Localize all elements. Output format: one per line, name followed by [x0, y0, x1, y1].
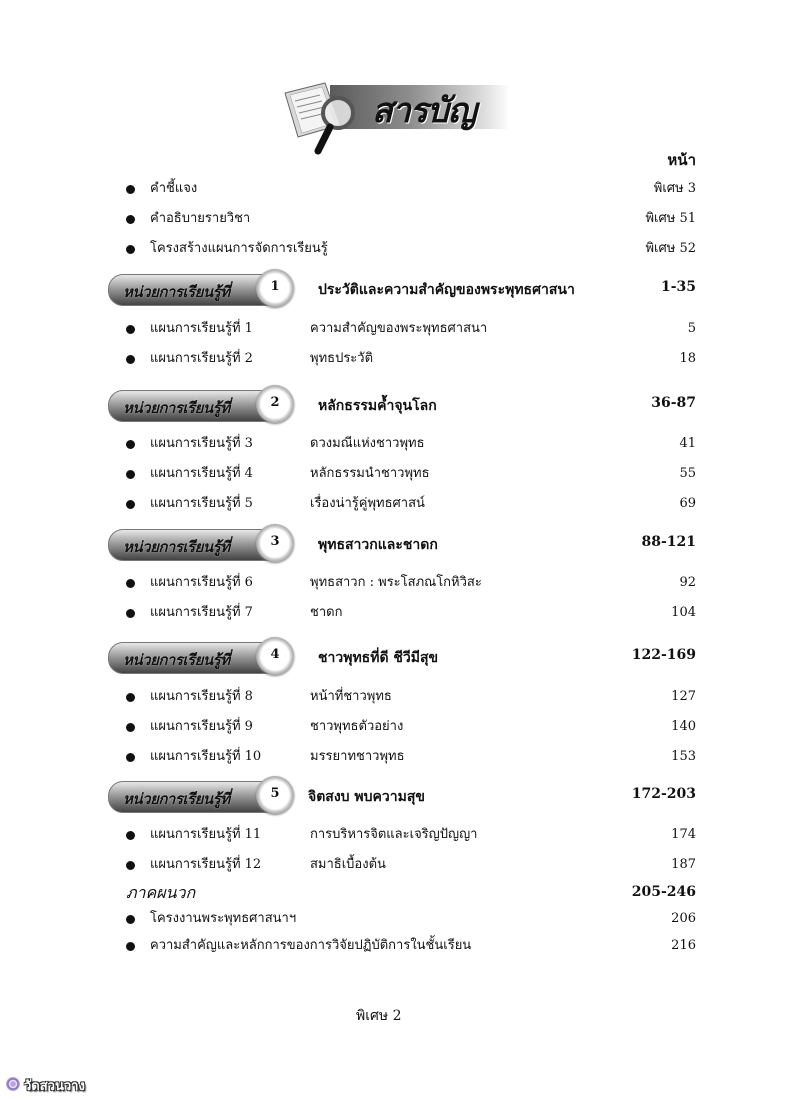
- unit-page-range: 88-121: [641, 534, 696, 550]
- plan-entry[interactable]: [126, 433, 696, 455]
- plan-topic: หน้าที่ชาวพุทธ: [310, 689, 392, 704]
- plan-topic: ชาดก: [310, 605, 343, 620]
- plan-entry[interactable]: [126, 854, 696, 876]
- plan-label: แผนการเรียนรู้ที่ 9: [150, 719, 253, 734]
- unit-title: ประวัติและความสำคัญของพระพุทธศาสนา: [318, 282, 575, 298]
- plan-topic: พุทธประวัติ: [310, 351, 374, 366]
- plan-entry[interactable]: [126, 572, 696, 594]
- footer-page-number: พิเศษ 2: [356, 1008, 402, 1024]
- plan-topic: ความสำคัญของพระพุทธศาสนา: [310, 321, 488, 336]
- appendix-entry[interactable]: [126, 908, 696, 930]
- plan-topic: สมาธิเบื้องต้น: [310, 857, 386, 872]
- unit-header[interactable]: [108, 637, 696, 679]
- unit-title: พุทธสาวกและชาดก: [318, 537, 438, 553]
- plan-label: แผนการเรียนรู้ที่ 1: [150, 321, 253, 336]
- plan-page: 92: [679, 575, 696, 590]
- bullet-icon: [126, 915, 135, 924]
- plan-entry[interactable]: [126, 463, 696, 485]
- entry-label: โครงงานพระพุทธศาสนาฯ: [150, 911, 297, 926]
- unit-number: 1: [270, 279, 280, 294]
- plan-label: แผนการเรียนรู้ที่ 4: [150, 466, 253, 481]
- plan-label: แผนการเรียนรู้ที่ 7: [150, 605, 253, 620]
- plan-entry[interactable]: [126, 824, 696, 846]
- unit-header[interactable]: [108, 385, 696, 427]
- unit-title: ชาวพุทธที่ดี ชีวีมีสุข: [318, 650, 439, 666]
- plan-page: 5: [687, 321, 696, 336]
- plan-entry[interactable]: [126, 716, 696, 738]
- unit-page-range: 172-203: [631, 786, 696, 802]
- plan-topic: ดวงมณีแห่งชาวพุทธ: [310, 436, 425, 451]
- plan-label: แผนการเรียนรู้ที่ 11: [150, 827, 262, 842]
- unit-label: หน่วยการเรียนรู้ที่: [123, 651, 230, 669]
- bullet-icon: [126, 579, 135, 588]
- plan-entry[interactable]: [126, 746, 696, 768]
- entry-label: ความสำคัญและหลักการของการวิจัยปฏิบัติการในชั้นเรียน: [150, 938, 472, 953]
- bullet-icon: [126, 355, 135, 364]
- bullet-icon: [126, 245, 135, 254]
- unit-number: 5: [270, 786, 280, 801]
- entry-page: พิเศษ 51: [645, 211, 696, 226]
- plan-page: 104: [671, 605, 696, 620]
- book-magnifier-icon: [280, 75, 370, 155]
- entry-page: พิเศษ 3: [653, 181, 696, 196]
- unit-number: 3: [270, 534, 280, 549]
- unit-title: จิตสงบ พบความสุข: [308, 789, 425, 805]
- bullet-icon: [126, 861, 135, 870]
- bullet-icon: [126, 215, 135, 224]
- entry-label: คำชี้แจง: [150, 181, 198, 196]
- page-column-header: หน้า: [667, 151, 696, 169]
- unit-number-badge: [256, 637, 294, 675]
- entry-label: โครงสร้างแผนการจัดการเรียนรู้: [150, 241, 328, 256]
- unit-header[interactable]: [108, 524, 696, 566]
- toc-entry[interactable]: [126, 208, 696, 230]
- unit-number-badge: [256, 385, 294, 423]
- bullet-icon: [126, 693, 135, 702]
- plan-label: แผนการเรียนรู้ที่ 3: [150, 436, 253, 451]
- toc-title: สารบัญ: [372, 91, 476, 131]
- watermark-text: วัดสวนวาง: [24, 1079, 85, 1094]
- unit-label: หน่วยการเรียนรู้ที่: [123, 399, 230, 417]
- unit-number-badge: [256, 776, 294, 814]
- plan-page: 69: [679, 496, 696, 511]
- unit-label: หน่วยการเรียนรู้ที่: [123, 283, 230, 301]
- plan-entry[interactable]: [126, 493, 696, 515]
- appendix-page-range: 205-246: [631, 884, 696, 900]
- bullet-icon: [126, 325, 135, 334]
- entry-label: คำอธิบายรายวิชา: [150, 211, 251, 226]
- appendix-title: ภาคผนวก: [126, 883, 196, 902]
- plan-topic: การบริหารจิตและเจริญปัญญา: [310, 827, 478, 842]
- toc-entry[interactable]: [126, 238, 696, 260]
- unit-number-badge: [256, 524, 294, 562]
- plan-page: 187: [671, 857, 696, 872]
- plan-page: 174: [671, 827, 696, 842]
- unit-title: หลักธรรมค้ำจุนโลก: [318, 398, 437, 414]
- unit-header[interactable]: [108, 776, 696, 818]
- plan-page: 153: [671, 749, 696, 764]
- plan-page: 55: [679, 466, 696, 481]
- plan-entry[interactable]: [126, 686, 696, 708]
- plan-label: แผนการเรียนรู้ที่ 5: [150, 496, 253, 511]
- unit-number: 4: [270, 647, 280, 662]
- unit-header[interactable]: [108, 269, 696, 311]
- plan-page: 41: [679, 436, 696, 451]
- plan-entry[interactable]: [126, 318, 696, 340]
- unit-page-range: 1-35: [660, 279, 696, 295]
- target-icon: [6, 1077, 20, 1091]
- plan-page: 140: [671, 719, 696, 734]
- bullet-icon: [126, 185, 135, 194]
- plan-topic: มรรยาทชาวพุทธ: [310, 749, 405, 764]
- bullet-icon: [126, 470, 135, 479]
- unit-number-badge: [256, 269, 294, 307]
- entry-page: 206: [671, 911, 696, 926]
- plan-page: 18: [679, 351, 696, 366]
- unit-page-range: 36-87: [651, 395, 696, 411]
- entry-page: พิเศษ 52: [645, 241, 696, 256]
- plan-label: แผนการเรียนรู้ที่ 8: [150, 689, 253, 704]
- unit-page-range: 122-169: [631, 647, 696, 663]
- plan-topic: ชาวพุทธตัวอย่าง: [310, 719, 404, 734]
- plan-label: แผนการเรียนรู้ที่ 2: [150, 351, 253, 366]
- bullet-icon: [126, 609, 135, 618]
- plan-label: แผนการเรียนรู้ที่ 12: [150, 857, 262, 872]
- bullet-icon: [126, 753, 135, 762]
- plan-label: แผนการเรียนรู้ที่ 6: [150, 575, 253, 590]
- bullet-icon: [126, 831, 135, 840]
- unit-label: หน่วยการเรียนรู้ที่: [123, 790, 230, 808]
- bullet-icon: [126, 500, 135, 509]
- bullet-icon: [126, 942, 135, 951]
- plan-entry[interactable]: [126, 348, 696, 370]
- toc-entry[interactable]: [126, 178, 696, 200]
- unit-number: 2: [270, 395, 280, 410]
- bullet-icon: [126, 440, 135, 449]
- plan-topic: เรื่องน่ารู้คู่พุทธศาสน์: [310, 496, 425, 511]
- plan-label: แผนการเรียนรู้ที่ 10: [150, 749, 262, 764]
- appendix-entry[interactable]: [126, 935, 696, 957]
- plan-topic: พุทธสาวก : พระโสภณโกหิวิสะ: [310, 575, 482, 590]
- bullet-icon: [126, 723, 135, 732]
- plan-page: 127: [671, 689, 696, 704]
- unit-label: หน่วยการเรียนรู้ที่: [123, 538, 230, 556]
- toc-title-banner: [280, 75, 515, 155]
- plan-entry[interactable]: [126, 602, 696, 624]
- entry-page: 216: [671, 938, 696, 953]
- plan-topic: หลักธรรมนำชาวพุทธ: [310, 466, 430, 481]
